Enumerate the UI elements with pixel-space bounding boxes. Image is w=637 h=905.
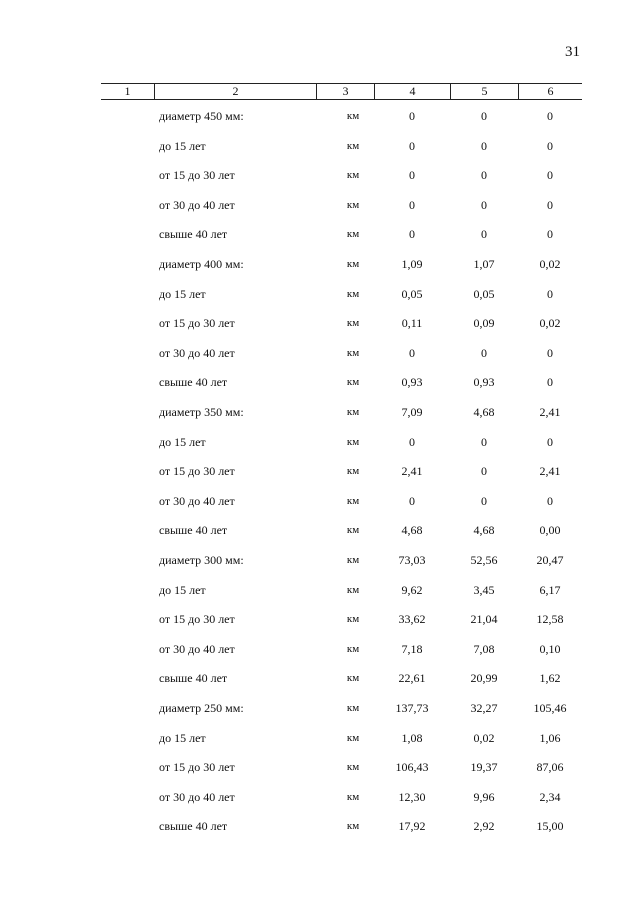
row-col4-cell: 4,68 <box>401 523 423 538</box>
row-unit-cell: км <box>346 139 360 152</box>
row-name-cell: от 30 до 40 лет <box>159 493 235 508</box>
row-col5-cell: 0 <box>481 434 487 449</box>
row-name-cell: свыше 40 лет <box>159 227 228 242</box>
row-name-cell: до 15 лет <box>159 286 206 301</box>
row-col5-cell: 0 <box>481 109 487 123</box>
row-col4-cell: 73,03 <box>398 553 426 567</box>
row-unit-cell: км <box>346 228 360 241</box>
row-col6-cell: 87,06 <box>536 760 564 775</box>
table-row <box>101 520 582 540</box>
table-row <box>101 254 582 274</box>
row-name-cell: свыше 40 лет <box>159 671 228 686</box>
row-col6-cell: 0,02 <box>539 316 561 331</box>
row-col5-cell: 0,05 <box>473 286 495 301</box>
table-row <box>101 816 582 836</box>
row-unit-cell: км <box>346 465 360 478</box>
table-row <box>101 609 582 629</box>
row-col4-cell: 0 <box>409 434 415 449</box>
row-col5-cell: 4,68 <box>473 405 495 419</box>
row-col5-cell: 1,07 <box>473 257 495 271</box>
row-unit-cell: км <box>346 169 360 182</box>
row-col6-cell: 0 <box>547 227 553 242</box>
row-unit-cell: км <box>346 435 360 448</box>
row-col6-cell: 6,17 <box>539 582 561 597</box>
row-unit-cell: км <box>346 406 360 418</box>
row-col6-cell: 2,34 <box>539 789 561 804</box>
row-unit-cell: км <box>346 110 360 122</box>
row-unit-cell: км <box>346 613 360 626</box>
row-name-cell: свыше 40 лет <box>159 819 228 834</box>
row-col5-cell: 3,45 <box>473 582 495 597</box>
row-col4-cell: 0 <box>409 227 415 242</box>
row-name-cell: от 30 до 40 лет <box>159 345 235 360</box>
row-name-cell: от 15 до 30 лет <box>159 316 235 331</box>
row-col4-cell: 0,93 <box>401 375 423 390</box>
row-col6-cell: 1,06 <box>539 730 561 745</box>
row-name-cell: диаметр 250 мм: <box>159 701 244 715</box>
page-number: 31 <box>565 44 580 60</box>
row-col5-cell: 0 <box>481 227 487 242</box>
row-col6-cell: 1,62 <box>539 671 561 686</box>
table-row <box>101 461 582 481</box>
row-col6-cell: 0,00 <box>539 523 561 538</box>
table-row <box>101 432 582 452</box>
row-name-cell: диаметр 300 мм: <box>159 553 244 567</box>
row-col6-cell: 0 <box>547 493 553 508</box>
table-header-row <box>101 83 582 100</box>
row-col6-cell: 0 <box>547 286 553 301</box>
row-col5-cell: 9,96 <box>473 789 495 804</box>
row-col6-cell: 105,46 <box>533 701 567 715</box>
table-row <box>101 728 582 748</box>
row-col5-cell: 7,08 <box>473 641 495 656</box>
row-col4-cell: 0 <box>409 493 415 508</box>
row-col5-cell: 0,93 <box>473 375 495 390</box>
row-col5-cell: 0 <box>481 197 487 212</box>
row-col4-cell: 137,73 <box>395 701 429 715</box>
header-col-2: 2 <box>232 84 239 98</box>
row-col6-cell: 15,00 <box>536 819 564 834</box>
row-name-cell: от 30 до 40 лет <box>159 197 235 212</box>
table-row <box>101 698 582 718</box>
row-col4-cell: 7,09 <box>401 405 423 419</box>
row-col4-cell: 17,92 <box>398 819 426 834</box>
row-col5-cell: 0 <box>481 493 487 508</box>
row-name-cell: диаметр 350 мм: <box>159 405 244 419</box>
row-col6-cell: 12,58 <box>536 612 564 627</box>
row-col4-cell: 106,43 <box>395 760 429 775</box>
row-col5-cell: 0 <box>481 464 487 479</box>
row-name-cell: от 15 до 30 лет <box>159 168 235 183</box>
row-name-cell: диаметр 400 мм: <box>159 257 244 271</box>
row-col5-cell: 19,37 <box>470 760 498 775</box>
row-col6-cell: 0 <box>547 375 553 390</box>
table-row <box>101 284 582 304</box>
table-row <box>101 343 582 363</box>
row-col5-cell: 21,04 <box>470 612 498 627</box>
row-col6-cell: 2,41 <box>539 405 561 419</box>
table-row <box>101 313 582 333</box>
table-row <box>101 491 582 511</box>
data-table <box>101 83 582 834</box>
row-name-cell: до 15 лет <box>159 434 206 449</box>
row-col5-cell: 20,99 <box>470 671 498 686</box>
row-col5-cell: 0 <box>481 345 487 360</box>
row-col4-cell: 0 <box>409 138 415 153</box>
row-col5-cell: 0 <box>481 138 487 153</box>
table-row <box>101 668 582 688</box>
row-col5-cell: 0,02 <box>473 730 495 745</box>
row-col4-cell: 0 <box>409 197 415 212</box>
row-col4-cell: 1,08 <box>401 730 423 745</box>
row-unit-cell: км <box>346 820 360 833</box>
row-unit-cell: км <box>346 317 360 330</box>
row-unit-cell: км <box>346 258 360 270</box>
table-row <box>101 787 582 807</box>
row-unit-cell: км <box>346 702 360 714</box>
table-row <box>101 639 582 659</box>
row-col6-cell: 0,10 <box>539 641 561 656</box>
table-row <box>101 757 582 777</box>
row-col6-cell: 0 <box>547 197 553 212</box>
row-col5-cell: 32,27 <box>470 701 498 715</box>
header-col-1: 1 <box>124 84 131 98</box>
row-name-cell: диаметр 450 мм: <box>159 109 244 123</box>
row-col4-cell: 0,11 <box>401 316 423 331</box>
header-col-4: 4 <box>409 84 416 98</box>
table-row <box>101 224 582 244</box>
row-unit-cell: км <box>346 554 360 566</box>
row-col5-cell: 0,09 <box>473 316 495 331</box>
row-col4-cell: 33,62 <box>398 612 426 627</box>
row-col6-cell: 0 <box>547 434 553 449</box>
row-col4-cell: 22,61 <box>398 671 426 686</box>
row-col6-cell: 2,41 <box>539 464 561 479</box>
table-row <box>101 580 582 600</box>
row-unit-cell: км <box>346 346 360 359</box>
table-row <box>101 402 582 422</box>
row-col6-cell: 0 <box>547 138 553 153</box>
row-col6-cell: 20,47 <box>536 553 564 567</box>
row-col4-cell: 0 <box>409 109 415 123</box>
row-unit-cell: км <box>346 731 360 744</box>
table-row <box>101 165 582 185</box>
row-unit-cell: км <box>346 376 360 389</box>
row-col4-cell: 9,62 <box>401 582 423 597</box>
row-col6-cell: 0,02 <box>539 257 561 271</box>
row-unit-cell: км <box>346 494 360 507</box>
row-name-cell: от 15 до 30 лет <box>159 760 235 775</box>
header-col-6: 6 <box>547 84 554 98</box>
row-name-cell: до 15 лет <box>159 138 206 153</box>
row-col5-cell: 2,92 <box>473 819 495 834</box>
row-name-cell: от 30 до 40 лет <box>159 641 235 656</box>
table-row <box>101 195 582 215</box>
row-name-cell: до 15 лет <box>159 582 206 597</box>
row-name-cell: до 15 лет <box>159 730 206 745</box>
table-row <box>101 550 582 570</box>
table-row <box>101 136 582 156</box>
header-col-5: 5 <box>481 84 488 98</box>
row-name-cell: свыше 40 лет <box>159 523 228 538</box>
row-unit-cell: км <box>346 672 360 685</box>
row-name-cell: от 15 до 30 лет <box>159 464 235 479</box>
row-unit-cell: км <box>346 198 360 211</box>
row-name-cell: от 15 до 30 лет <box>159 612 235 627</box>
row-unit-cell: км <box>346 583 360 596</box>
row-col4-cell: 0 <box>409 168 415 183</box>
row-unit-cell: км <box>346 642 360 655</box>
row-name-cell: свыше 40 лет <box>159 375 228 390</box>
row-col4-cell: 0 <box>409 345 415 360</box>
header-col-3: 3 <box>342 84 349 98</box>
row-unit-cell: км <box>346 761 360 774</box>
table-row <box>101 372 582 392</box>
row-name-cell: от 30 до 40 лет <box>159 789 235 804</box>
row-col6-cell: 0 <box>547 109 553 123</box>
row-col4-cell: 1,09 <box>401 257 423 271</box>
row-col4-cell: 2,41 <box>401 464 423 479</box>
row-col5-cell: 52,56 <box>470 553 498 567</box>
row-col5-cell: 4,68 <box>473 523 495 538</box>
row-unit-cell: км <box>346 524 360 537</box>
table-row <box>101 106 582 126</box>
row-col4-cell: 12,30 <box>398 789 426 804</box>
row-col6-cell: 0 <box>547 345 553 360</box>
row-unit-cell: км <box>346 790 360 803</box>
row-col4-cell: 7,18 <box>401 641 423 656</box>
row-unit-cell: км <box>346 287 360 300</box>
row-col4-cell: 0,05 <box>401 286 423 301</box>
row-col6-cell: 0 <box>547 168 553 183</box>
row-col5-cell: 0 <box>481 168 487 183</box>
